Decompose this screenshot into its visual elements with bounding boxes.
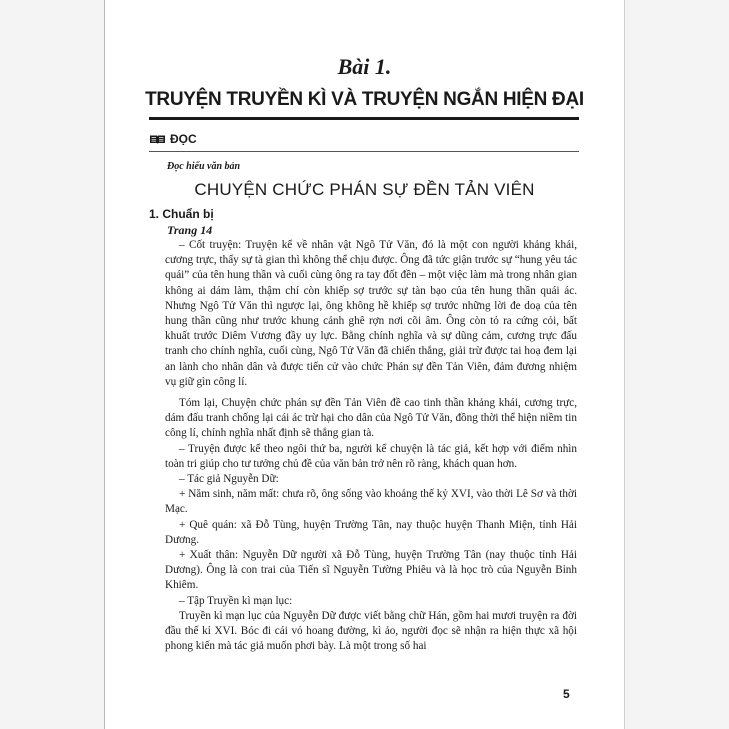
body-text (165, 238, 577, 654)
section-heading (149, 130, 197, 148)
lesson-title: TRUYỆN TRUYỀN KÌ VÀ TRUYỆN NGẮN HIỆN ĐẠI (145, 89, 584, 110)
preparation-heading: 1. Chuẩn bị (149, 207, 214, 221)
paragraph-author-hometown: + Quê quán: xã Đỗ Tùng, huyện Trường Tân, nay thuộc huyện Thanh Miện, tỉnh Hải Dương. (165, 518, 577, 546)
book-icon (149, 134, 166, 145)
lesson-number: Bài 1. (337, 54, 392, 79)
paragraph-author-origin: + Xuất thân: Nguyễn Dữ người xã Đỗ Tùng, huyện Trường Tân (nay thuộc tỉnh Hải Dương). Ông là con trai của Tiến sĩ Nguyễn Tường Phiêu và là học trò của Nguyễn Bỉnh Khiêm. (165, 549, 577, 592)
paragraph-collection-heading: – Tập Truyền kì mạn lục: (179, 594, 293, 607)
paragraph-plot: – Cốt truyện: Truyện kể về nhân vật Ngô Tử Văn, đó là một con người khảng khái, cương trực, thấy sự tà gian thì không thể chịu được. Ông đã tức giận trước sự “hung yêu tác quái” của tên hung thần và cuối cùng ông ra tay đốt đền – một việc làm mà trong nhân gian không ai dám làm, thậm chí còn khiếp sợ trước sự tàn bạo của tên hung thần quái ác. Nhưng Ngô Tử Văn thì ngược lại, ông không hề khiếp sợ trước những lời đe doạ của tên hung thần cũng như trước khung cảnh ghê rợn nơi cõi âm. Ông còn tỏ ra cứng cỏi, bất khuất trước Diêm Vương đầy uy lực. Bằng chính nghĩa và sự dũng cảm, cương trực đấu tranh cho chính nghĩa, cuối cùng, Ngô Tử Văn đã chiến thắng, giải trừ được tai hoạ đem lại an lành cho nhân dân và được tiến cử vào chức Phán sự đền Tản Viên, đảm đương nhiệm vụ giữ gìn công lí. (165, 239, 577, 388)
page-reference: Trang 14 (167, 223, 213, 237)
paragraph-author-heading: – Tác giả Nguyễn Dữ: (179, 473, 279, 486)
paragraph-summary: Tóm lại, Chuyện chức phán sự đền Tản Viên đề cao tinh thần khảng khái, cương trực, dám đấu tranh chống lại cái ác trừ hại cho dân của Ngô Tử Văn, đồng thời thể hiện niềm tin công lí, chính nghĩa nhất định sẽ thắng gian tà. (165, 397, 577, 440)
book-page (104, 0, 625, 729)
section-label: ĐỌC (170, 132, 197, 146)
reading-subheading: Đọc hiểu văn bản (167, 161, 241, 172)
page-number: 5 (563, 687, 570, 701)
paragraph-narrator: – Truyện được kể theo ngôi thứ ba, người kể chuyện là tác giả, kết hợp với điểm nhìn toàn tri giúp cho tư tưởng chủ đề của văn bản trở nên rõ ràng, khách quan hơn. (165, 442, 577, 470)
paragraph-author-years: + Năm sinh, năm mất: chưa rõ, ông sống vào khoảng thế kỷ XVI, vào thời Lê Sơ và thời Mạc. (165, 488, 577, 516)
story-title: CHUYỆN CHỨC PHÁN SỰ ĐỀN TẢN VIÊN (194, 180, 535, 199)
section-divider (149, 151, 579, 152)
paragraph-collection: Truyền kì mạn lục của Nguyễn Dữ được viết bằng chữ Hán, gồm hai mươi truyện ra đời đầu thế kỉ XVI. Bóc đi cái vỏ hoang đường, kì ảo, người đọc sẽ nhận ra hiện thực xã hội phong kiến mà tác giả muốn phơi bày. Là một trong số hai (165, 609, 577, 653)
title-underline (149, 117, 579, 120)
